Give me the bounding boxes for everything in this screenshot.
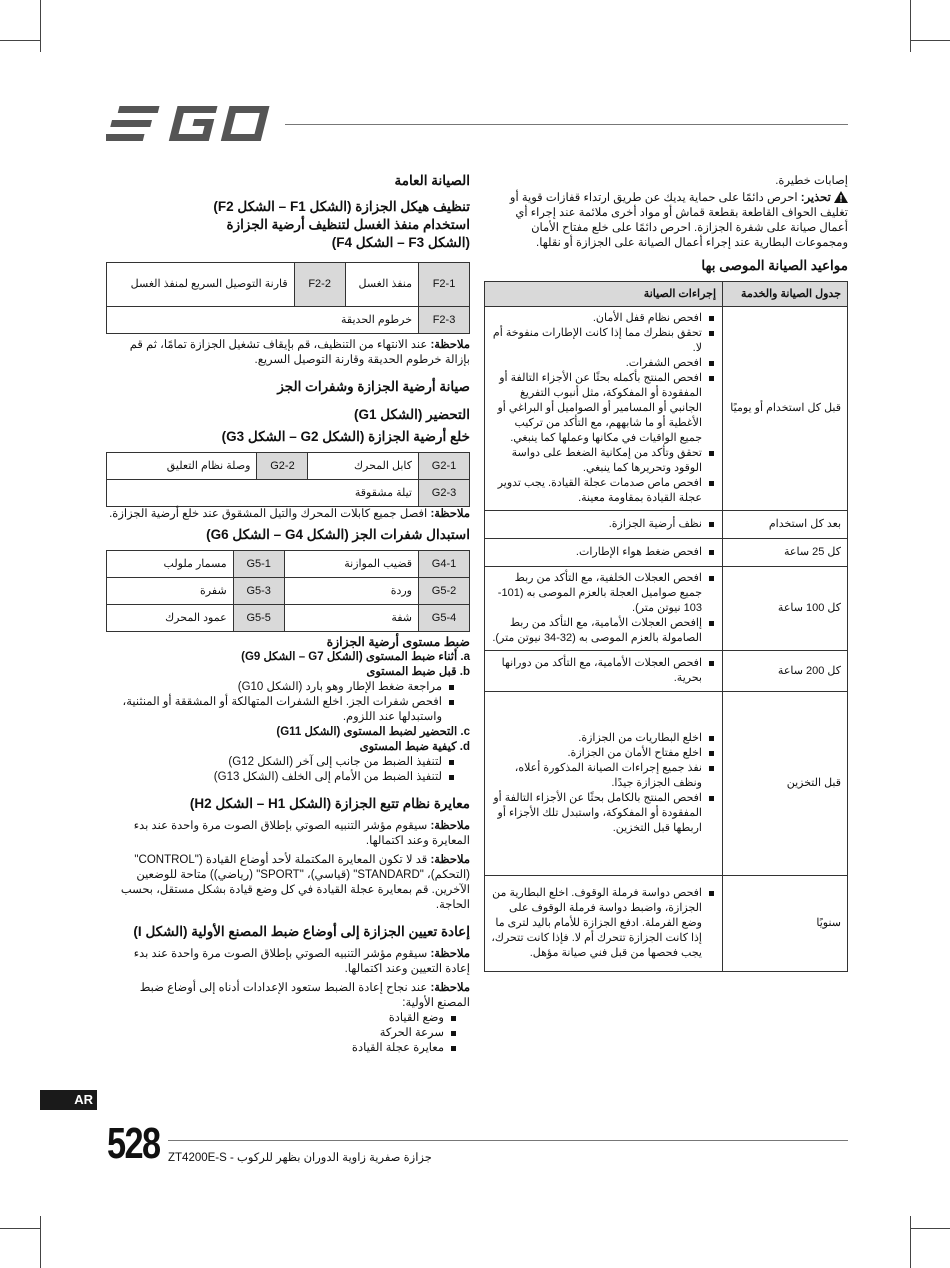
note-g [106,507,470,522]
reset-list [106,1011,458,1056]
part-code: G4-1 [419,551,470,578]
actions-list [491,311,716,506]
actions-list [491,517,716,532]
actions-list [491,571,716,646]
deck-blades-heading: صيانة أرضية الجزازة وشفرات الجز [277,379,470,394]
warning-paragraph [484,191,848,251]
maintenance-schedule-table [484,281,848,972]
list-item: افحص شفرات الجز. اخلع الشفرات المتهالكة أو المشققة أو المنثنية، واستبدلها عند اللزوم. [106,695,456,725]
general-maintenance-heading: الصيانة العامة [394,173,470,188]
page-number: 528 [107,1119,160,1168]
remove-deck-heading: خلع أرضية الجزازة (الشكل G2 – الشكل G3) [221,429,470,444]
table-row [485,539,848,567]
note-i2 [106,981,470,1011]
list-item: معايرة عجلة القيادة [106,1041,458,1056]
crop-mark [40,0,41,52]
list-item: افحص المنتج بالكامل بحثًا عن الأجزاء التالفة أو المفقودة أو المفكوكة، واستبدل تلك الأجزاء أو اربطها قبل التخزين. [491,791,716,836]
note-label: ملاحظة: [430,948,470,960]
list-item: افحص العجلات الأمامية، مع التأكد من دورانها بحرية. [491,656,716,686]
list-item: اخلع مفتاح الأمان من الجزازة. [491,746,716,761]
left-column [106,172,470,1056]
schedule-period: كل 200 ساعة [723,651,848,692]
part-code: G5-5 [233,605,284,632]
actions-list [491,731,716,836]
part-label: قضيب الموازنة [284,551,418,578]
crop-mark [40,1216,41,1268]
part-label: وردة [284,578,418,605]
list-item: إافحص العجلات الأمامية، مع التأكد من ربط الصامولة بالعزم الموصى به (32-34 نيوتن متر). [491,616,716,646]
schedule-period: بعد كل استخدام [723,511,848,539]
right-column [484,174,848,972]
parts-table-g5 [106,550,470,632]
list-item: افحص الشفرات. [491,356,716,371]
list-item: افحص العجلات الخلفية، مع التأكد من ربط جميع صواميل العجلة بالعزم الموصى به (101-103 نيوتن متر). [491,571,716,616]
note-text: افصل جميع كابلات المحرك والتيل المشقوق عند خلع أرضية الجزازة. [109,508,428,520]
part-label: عمود المحرك [107,605,234,632]
table-row [485,511,848,539]
note-text: عند الانتهاء من التنظيف، قم بإيقاف تشغيل الجزازة تمامًا، ثم قم بإزالة خرطوم الحديقة وقارنة التوصيل السريع. [129,339,470,366]
schedule-actions [485,539,723,567]
part-code: G5-3 [233,578,284,605]
footer-title: جزازة صفرية زاوية الدوران بظهر للركوب - ZT4200E-S [168,1152,432,1164]
washout-heading: استخدام منفذ الغسل لتنظيف أرضية الجزازة [226,217,470,232]
table-row [485,651,848,692]
table-row [107,453,470,480]
note-label: ملاحظة: [430,854,470,866]
list-item: افحص دواسة فرملة الوقوف. اخلع البطارية من الجزازة، واضبط دواسة فرملة الوقوف على وضع الفرملة. ادفع الجزازة للأمام باليد لترى ما إذا كانت الجزازة تتحرك أم لا. فإذا كانت تتحرك، يجب فحصها من قبل فني صيانة مؤهل. [491,886,716,961]
part-code: F2-3 [419,307,470,334]
crop-mark [0,1228,40,1229]
parts-table-g [106,452,470,507]
part-label: شفرة [107,578,234,605]
list-item: افحص ماص صدمات عجلة القيادة. يجب تدوير عجلة القيادة بمقاومة معينة. [491,476,716,506]
list-item: تحقق وتأكد من إمكانية الضغط على دواسة الوقود وتحريرها كما ينبغي. [491,446,716,476]
level-step-d: d. كيفية ضبط المستوى [359,741,470,753]
actions-list [491,545,716,560]
list-item: اخلع البطاريات من الجزازة. [491,731,716,746]
part-label: وصلة نظام التعليق [107,453,257,480]
crop-mark [910,1216,911,1268]
schedule-actions [485,876,723,972]
part-label: منفذ الغسل [345,263,418,307]
table-row [485,567,848,651]
part-code: F2-1 [419,263,470,307]
prep-heading: التحضير (الشكل G1) [354,407,470,422]
reset-heading: إعادة تعيين الجزازة إلى أوضاع ضبط المصنع الأولية (الشكل I) [133,924,470,939]
table-row [485,692,848,876]
list-item: لتنفيذ الضبط من الأمام إلى الخلف (الشكل G13) [106,770,456,785]
table-row [107,605,470,632]
list-item: افحص ضغط هواء الإطارات. [491,545,716,560]
note-label: ملاحظة: [430,339,470,351]
warning-icon [834,191,848,203]
warning-label: تحذير: [800,192,831,204]
clean-body-heading: تنظيف هيكل الجزازة (الشكل F1 – الشكل F2) [213,199,470,214]
schedule-heading: مواعيد الصيانة الموصى بها [701,258,848,273]
list-item: سرعة الحركة [106,1026,458,1041]
note-h2 [106,853,470,913]
crop-mark [910,1228,950,1229]
list-item: لتنفيذ الضبط من جانب إلى آخر (الشكل G12) [106,755,456,770]
part-label: خرطوم الحديقة [107,307,419,334]
part-code: G5-4 [419,605,470,632]
schedule-period: كل 100 ساعة [723,567,848,651]
part-label: تيلة مشقوقة [107,480,419,507]
note-h1 [106,819,470,849]
parts-table-f [106,262,470,334]
level-b-list [106,680,456,725]
part-code: G5-1 [233,551,284,578]
table-row [107,480,470,507]
schedule-period: كل 25 ساعة [723,539,848,567]
level-step-b: b. قبل ضبط المستوى [366,666,470,678]
crop-mark [910,0,911,52]
schedule-actions [485,692,723,876]
schedule-actions [485,307,723,511]
list-item: افحص نظام قفل الأمان. [491,311,716,326]
intro-text: إصابات خطيرة. [775,175,848,187]
part-label: مسمار ملولب [107,551,234,578]
table-row [107,551,470,578]
ego-logo [106,104,276,144]
schedule-actions [485,651,723,692]
note-label: ملاحظة: [430,820,470,832]
list-item: افحص المنتج بأكمله بحثًا عن الأجزاء التالفة أو المفقودة أو المفكوكة، مثل أنبوب التفريغ الجانبي أو المسامير أو الصواميل أو البراغي أو الأغطية أو ما شابههم، مع التأكد من تركيب جميع الواقيات في مكانها وعملها كما ينبغي. [491,371,716,446]
language-tag: AR [40,1090,97,1110]
warning-text: احرص دائمًا على حماية يديك عن طريق ارتداء قفازات قوية أو تغليف الحواف القاطعة بقطعة قماش أو مواد أخرى ملائمة عند إجراء أي أعمال صيانة على شفرة الجزازة. احرص دائمًا على خلع مفتاح الأمان ومجموعات البطارية عند إجراء أعمال الصيانة على الجزازة أو نقلها. [509,192,848,249]
note-text: سيقوم مؤشر التنبيه الصوتي بإطلاق الصوت مرة واحدة عند بدء إعادة التعيين وعند اكتمالها. [133,948,470,975]
level-d-list [106,755,456,785]
level-step-c: c. التحضير لضبط المستوى (الشكل G11) [276,726,470,738]
actions-list [491,886,716,961]
part-label: كابل المحرك [308,453,419,480]
schedule-header-actions: إجراءات الصيانة [485,282,723,307]
note-f [106,338,470,368]
part-code: G5-2 [419,578,470,605]
schedule-header-period: جدول الصيانة والخدمة [723,282,848,307]
level-step-a: a. أثناء ضبط المستوى (الشكل G7 – الشكل G9) [241,651,470,663]
table-row [485,876,848,972]
schedule-actions [485,511,723,539]
washout-figure-ref: (الشكل F3 – الشكل F4) [331,235,470,250]
part-label: قارنة التوصيل السريع لمنفذ الغسل [107,263,295,307]
note-text: عند نجاح إعادة الضبط ستعود الإعدادات أدناه إلى أوضاع ضبط المصنع الأولية: [139,982,470,1009]
note-text: سيقوم مؤشر التنبيه الصوتي بإطلاق الصوت مرة واحدة عند بدء المعايرة وعند اكتمالها. [133,820,470,847]
list-item: تحقق بنظرك مما إذا كانت الإطارات منفوخة أم لا. [491,326,716,356]
note-i1 [106,947,470,977]
list-item: وضع القيادة [106,1011,458,1026]
list-item: نفذ جميع إجراءات الصيانة المذكورة أعلاه، ونظف الجزازة جيدًا. [491,761,716,791]
header-rule [285,124,848,125]
actions-list [491,656,716,686]
footer-rule [168,1140,848,1141]
part-code: G2-1 [419,453,470,480]
part-code: G2-3 [419,480,470,507]
calibrate-heading: معايرة نظام تتبع الجزازة (الشكل H1 – الشكل H2) [189,796,470,811]
note-label: ملاحظة: [430,982,470,994]
part-label: شفة [284,605,418,632]
table-row [485,307,848,511]
schedule-period: قبل التخزين [723,692,848,876]
crop-mark [910,40,950,41]
replace-blades-heading: استبدال شفرات الجز (الشكل G4 – الشكل G6) [206,527,470,542]
list-item: نظف أرضية الجزازة. [491,517,716,532]
crop-mark [0,40,40,41]
schedule-period: قبل كل استخدام أو يوميًا [723,307,848,511]
table-row [107,263,470,307]
note-text: قد لا تكون المعايرة المكتملة لأحد أوضاع القيادة ("CONTROL" (التحكم)، "STANDARD" (قياسي)، "SPORT" (رياضي)) متاحة للوضعين الآخرين. قم بمعايرة عجلة القيادة في كل وضع قيادة بشكل مستقل، بحسب الحاجة. [120,854,470,911]
table-row [107,307,470,334]
list-item: مراجعة ضغط الإطار وهو بارد (الشكل G10) [106,680,456,695]
part-code: G2-2 [257,453,308,480]
schedule-actions [485,567,723,651]
part-code: F2-2 [294,263,345,307]
schedule-period: سنويًا [723,876,848,972]
level-heading: ضبط مستوى أرضية الجزازة [326,635,470,649]
table-row [107,578,470,605]
note-label: ملاحظة: [430,508,470,520]
